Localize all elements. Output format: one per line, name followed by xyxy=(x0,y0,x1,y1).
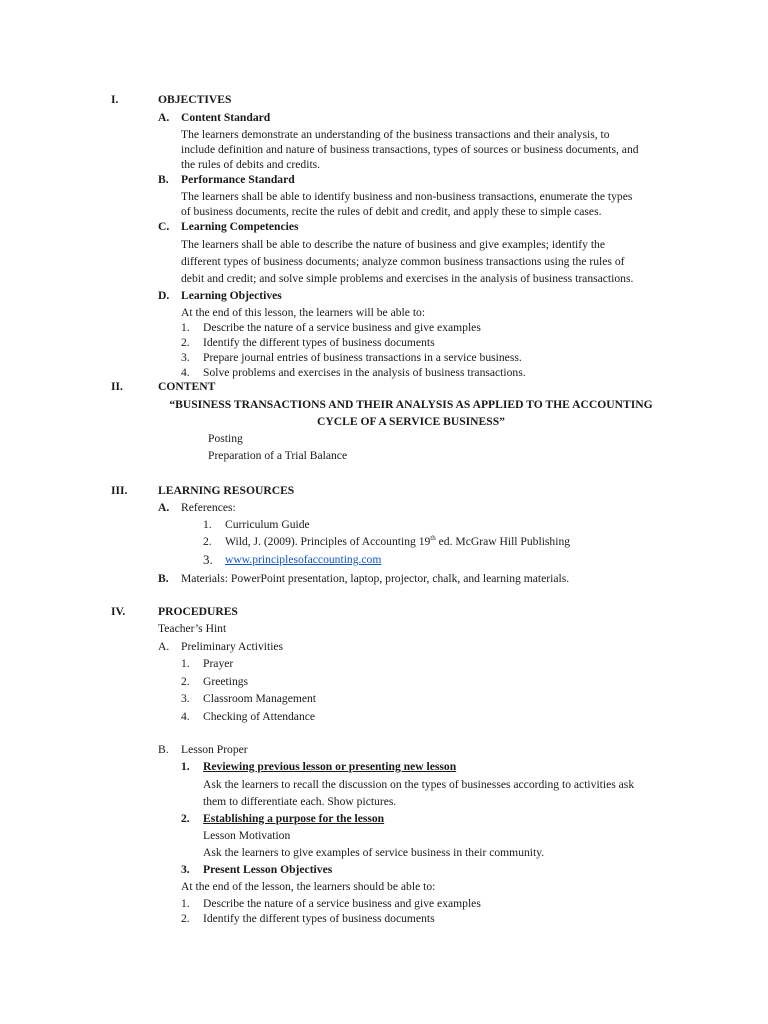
list-item-number: 1. xyxy=(181,760,190,773)
reference-item xyxy=(225,535,570,549)
step-text: Lesson Motivation xyxy=(203,829,291,842)
list-item-number: 2. xyxy=(181,336,190,349)
learning-competencies-line: different types of business documents; analyze common business transactions using the rules of xyxy=(181,255,625,268)
list-item: Prayer xyxy=(203,657,234,670)
subsection-letter: B. xyxy=(158,572,169,585)
subsection-letter: B. xyxy=(158,743,169,756)
learning-competencies-heading: Learning Competencies xyxy=(181,220,299,233)
performance-standard-line: The learners shall be able to identify business and non-business transactions, enumerate the types xyxy=(181,190,633,203)
section-heading-procedures: PROCEDURES xyxy=(158,605,238,618)
learning-competencies-line: The learners shall be able to describe the nature of business and give examples; identify the xyxy=(181,238,605,251)
list-item-number: 3. xyxy=(181,351,190,364)
list-item: Describe the nature of a service business and give examples xyxy=(203,321,481,334)
step-intro: At the end of the lesson, the learners should be able to: xyxy=(181,880,436,893)
content-topic: Posting xyxy=(208,432,243,445)
subsection-letter: A. xyxy=(158,111,170,124)
performance-standard-heading: Performance Standard xyxy=(181,173,295,186)
section-numeral-content: II. xyxy=(111,380,123,393)
section-numeral-resources: III. xyxy=(111,484,128,497)
subsection-letter: A. xyxy=(158,501,170,514)
list-item-number: 4. xyxy=(181,366,190,379)
content-standard-line: The learners demonstrate an understanding of the business transactions and their analysis, to xyxy=(181,128,610,141)
step-title-reviewing: Reviewing previous lesson or presenting new lesson xyxy=(203,760,457,773)
list-item-number: 3. xyxy=(181,692,190,705)
list-item: Solve problems and exercises in the analysis of business transactions. xyxy=(203,366,526,379)
reference-text: Wild, J. (2009). Principles of Accounting 19 xyxy=(225,535,431,548)
content-standard-line: include definition and nature of business transactions, types of sources or business documents, and xyxy=(181,143,639,156)
materials-text: Materials: PowerPoint presentation, laptop, projector, chalk, and learning materials. xyxy=(181,572,570,585)
section-heading-objectives: OBJECTIVES xyxy=(158,93,232,106)
content-title-line: “BUSINESS TRANSACTIONS AND THEIR ANALYSIS AS APPLIED TO THE ACCOUNTING xyxy=(169,398,653,411)
step-text: Ask the learners to give examples of service business in their community. xyxy=(203,846,545,859)
list-item-number: 1. xyxy=(181,321,190,334)
content-topic: Preparation of a Trial Balance xyxy=(208,449,348,462)
reference-superscript: th xyxy=(430,534,436,543)
list-item-number: 2. xyxy=(181,675,190,688)
reference-item: Curriculum Guide xyxy=(225,518,310,531)
list-item-number: 1. xyxy=(181,897,190,910)
step-text: Ask the learners to recall the discussion on the types of businesses according to activities ask xyxy=(203,778,635,791)
list-item: Classroom Management xyxy=(203,692,317,705)
section-numeral-procedures: IV. xyxy=(111,605,126,618)
subsection-letter: D. xyxy=(158,289,170,302)
list-item: Greetings xyxy=(203,675,249,688)
references-label: References: xyxy=(181,501,236,514)
content-standard-line: the rules of debits and credits. xyxy=(181,158,321,171)
performance-standard-line: of business documents, recite the rules of debit and credit, and apply these to simple cases. xyxy=(181,205,602,218)
section-heading-resources: LEARNING RESOURCES xyxy=(158,484,295,497)
list-item-number: 1. xyxy=(181,657,190,670)
subsection-letter: C. xyxy=(158,220,170,233)
step-title-objectives: Present Lesson Objectives xyxy=(203,863,333,876)
list-item: Describe the nature of a service business and give examples xyxy=(203,897,481,910)
list-item-number: 3. xyxy=(203,552,213,567)
reference-text: ed. McGraw Hill Publishing xyxy=(435,535,571,548)
list-item-number: 1. xyxy=(203,518,212,531)
step-text: them to differentiate each. Show pictures. xyxy=(203,795,397,808)
learning-objectives-heading: Learning Objectives xyxy=(181,289,282,302)
subsection-letter: B. xyxy=(158,173,169,186)
content-title-line: CYCLE OF A SERVICE BUSINESS” xyxy=(317,415,505,428)
section-numeral-objectives: I. xyxy=(111,93,119,106)
list-item-number: 2. xyxy=(181,812,190,825)
list-item: Identify the different types of business documents xyxy=(203,912,435,925)
subsection-letter: A. xyxy=(158,640,170,653)
list-item: Identify the different types of business documents xyxy=(203,336,435,349)
learning-competencies-line: debit and credit; and solve simple problems and exercises in the analysis of business transactions. xyxy=(181,272,634,285)
reference-link[interactable]: www.principlesofaccounting.com xyxy=(225,553,382,566)
content-standard-heading: Content Standard xyxy=(181,111,271,124)
list-item-number: 3. xyxy=(181,863,190,876)
list-item-number: 4. xyxy=(181,710,190,723)
list-item: Checking of Attendance xyxy=(203,710,316,723)
preliminary-label: Preliminary Activities xyxy=(181,640,284,653)
lesson-proper-label: Lesson Proper xyxy=(181,743,248,756)
list-item: Prepare journal entries of business transactions in a service business. xyxy=(203,351,522,364)
list-item-number: 2. xyxy=(181,912,190,925)
step-title-purpose: Establishing a purpose for the lesson xyxy=(203,812,385,825)
section-heading-content: CONTENT xyxy=(158,380,216,393)
teachers-hint: Teacher’s Hint xyxy=(158,622,227,635)
learning-objectives-intro: At the end of this lesson, the learners will be able to: xyxy=(181,306,426,319)
list-item-number: 2. xyxy=(203,535,212,548)
